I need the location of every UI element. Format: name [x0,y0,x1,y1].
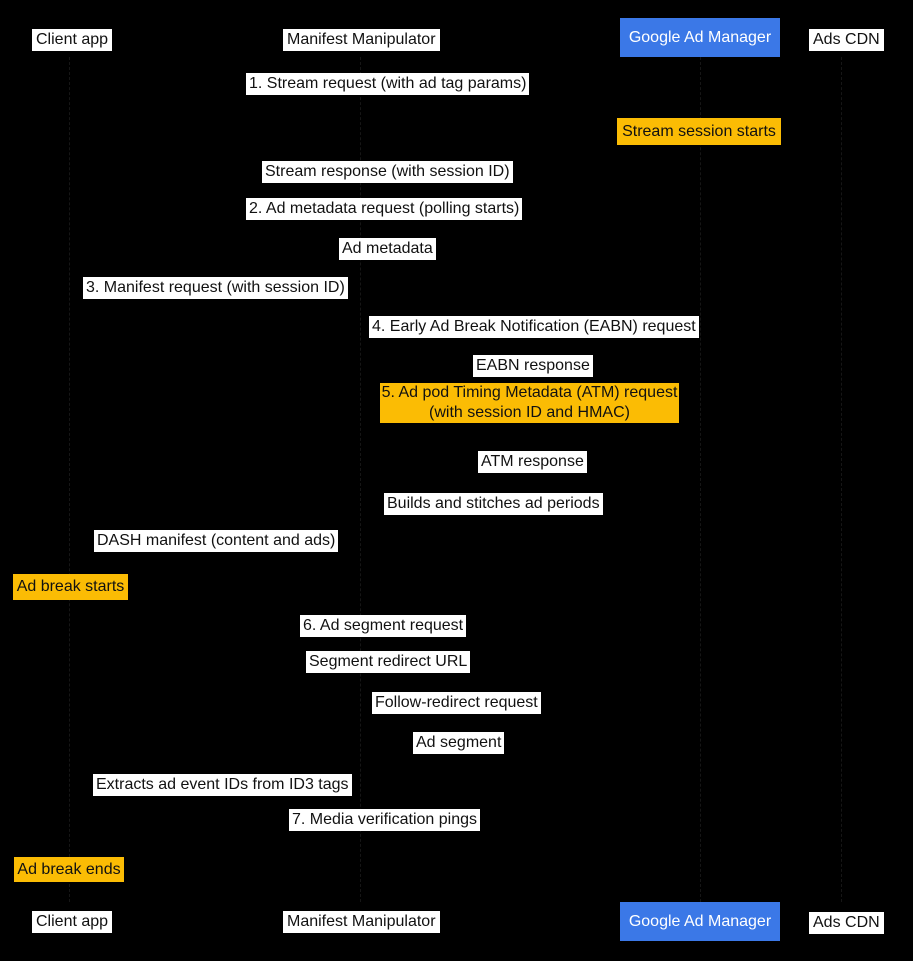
actor-google-ad-manager-bottom: Google Ad Manager [620,902,780,941]
message-segment-redirect-url: Segment redirect URL [306,651,470,673]
actor-client-app-bottom: Client app [32,911,112,933]
message-atm-response: ATM response [478,451,587,473]
message-builds-stitches: Builds and stitches ad periods [384,493,603,515]
message-ad-segment-request: 6. Ad segment request [300,615,466,637]
message-manifest-request: 3. Manifest request (with session ID) [83,277,348,299]
actor-ads-cdn-top: Ads CDN [809,29,884,51]
lifeline-ads-cdn [841,57,842,902]
message-eabn-request: 4. Early Ad Break Notification (EABN) request [369,316,699,338]
message-follow-redirect-request: Follow-redirect request [372,692,541,714]
message-stream-request: 1. Stream request (with ad tag params) [246,73,529,95]
lifeline-client-app [69,57,70,902]
message-media-verification-pings: 7. Media verification pings [289,809,480,831]
actor-manifest-manipulator-top: Manifest Manipulator [283,29,440,51]
message-stream-response: Stream response (with session ID) [262,161,513,183]
actor-manifest-manipulator-bottom: Manifest Manipulator [283,911,440,933]
message-extracts-id3: Extracts ad event IDs from ID3 tags [93,774,352,796]
lifeline-manifest-manipulator [360,57,361,902]
message-ad-metadata-request: 2. Ad metadata request (polling starts) [246,198,522,220]
message-dash-manifest: DASH manifest (content and ads) [94,530,338,552]
message-ad-segment: Ad segment [413,732,504,754]
note-stream-session-starts: Stream session starts [617,118,781,145]
note-atm-request-line2: (with session ID and HMAC) [429,404,630,421]
actor-google-ad-manager-top: Google Ad Manager [620,18,780,57]
lifeline-google-ad-manager [700,57,701,902]
note-atm-request [380,383,679,423]
actor-ads-cdn-bottom: Ads CDN [809,912,884,934]
message-eabn-response: EABN response [473,355,593,377]
note-ad-break-starts: Ad break starts [13,574,128,600]
message-ad-metadata: Ad metadata [339,238,436,260]
actor-client-app-top: Client app [32,29,112,51]
note-atm-request-line1: 5. Ad pod Timing Metadata (ATM) request [381,384,678,401]
note-ad-break-ends: Ad break ends [14,857,124,882]
